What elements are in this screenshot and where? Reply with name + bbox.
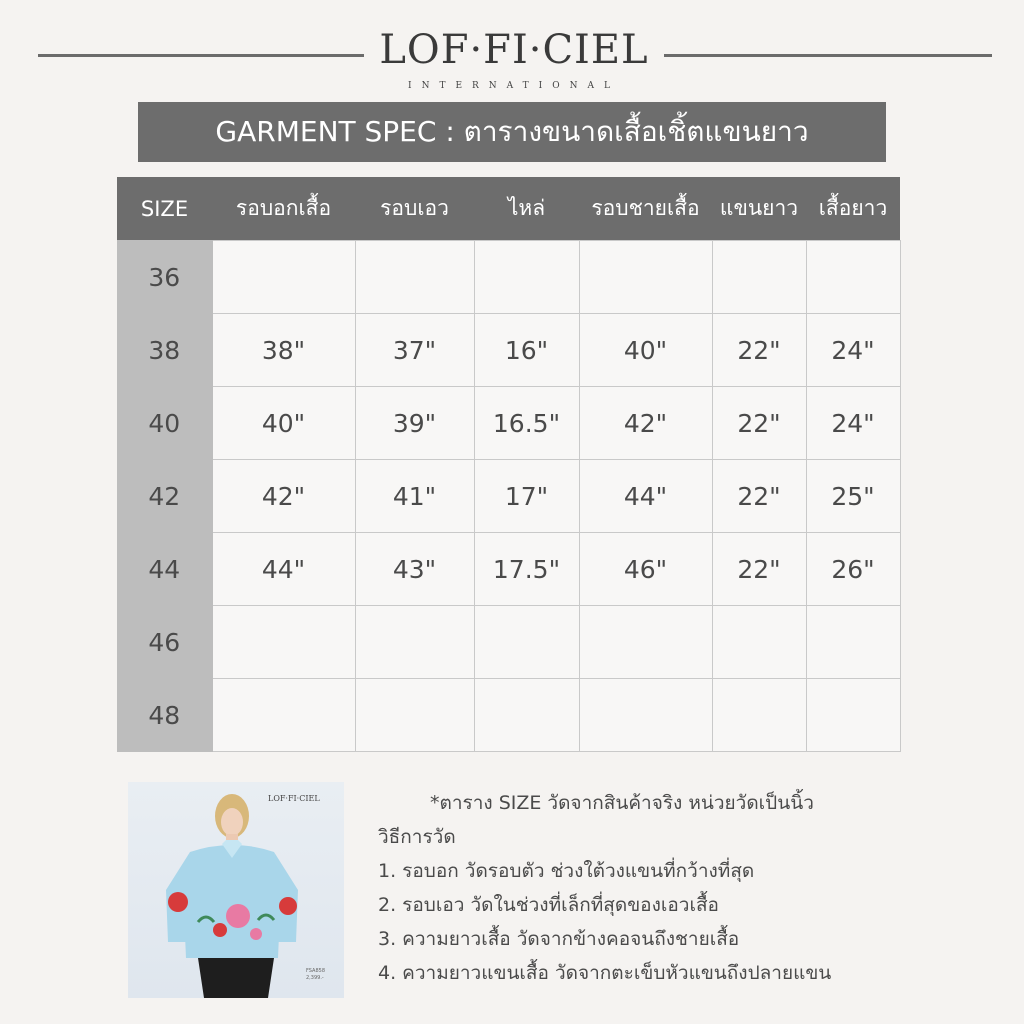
table-cell: 22" (712, 533, 806, 606)
table-cell: 43" (355, 533, 474, 606)
table-cell: 16" (474, 314, 579, 387)
measurement-notes (378, 786, 898, 990)
table-cell: 22" (712, 387, 806, 460)
table-cell (212, 606, 355, 679)
model-illustration (128, 782, 344, 998)
table-cell (806, 606, 900, 679)
method-step: 3. ความยาวเสื้อ วัดจากข้างคอจนถึงชายเสื้อ (378, 928, 740, 950)
size-cell: 44 (117, 533, 212, 606)
brand-logo: LOF·FI·CIEL (379, 27, 649, 73)
method-step: 2. รอบเอว วัดในช่วงที่เล็กที่สุดของเอวเสื้อ (378, 894, 719, 916)
table-cell: 22" (712, 460, 806, 533)
table-cell: 37" (355, 314, 474, 387)
table-cell (579, 241, 712, 314)
table-cell (212, 241, 355, 314)
photo-product-code (306, 968, 325, 982)
table-cell (355, 679, 474, 752)
table-cell: 24" (806, 314, 900, 387)
size-cell: 40 (117, 387, 212, 460)
table-cell: 25" (806, 460, 900, 533)
table-cell: 44" (212, 533, 355, 606)
method-title: วิธีการวัด (378, 826, 456, 848)
product-code: FSA858 (306, 968, 326, 974)
method-step: 1. รอบอก วัดรอบตัว ช่วงใต้วงแขนที่กว้างที่สุด (378, 860, 755, 882)
table-cell: 40" (579, 314, 712, 387)
table-cell: 38" (212, 314, 355, 387)
table-cell (579, 679, 712, 752)
column-header: รอบชายเสื้อ (579, 177, 712, 241)
table-cell (474, 606, 579, 679)
table-row (117, 241, 900, 314)
table-cell: 39" (355, 387, 474, 460)
table-cell (579, 606, 712, 679)
product-price: 2,399.- (306, 975, 324, 981)
table-row (117, 387, 900, 460)
size-disclaimer: *ตาราง SIZE วัดจากสินค้าจริง หน่วยวัดเป็นนิ้ว (430, 792, 814, 814)
column-header: ไหล่ (474, 177, 579, 241)
size-spec-table (117, 177, 901, 752)
table-cell (712, 241, 806, 314)
header-rule-right (664, 54, 992, 57)
table-cell: 42" (579, 387, 712, 460)
photo-brand-logo: LOF·FI·CIEL (268, 794, 320, 803)
column-header: รอบเอว (355, 177, 474, 241)
table-cell: 46" (579, 533, 712, 606)
table-cell: 26" (806, 533, 900, 606)
table-cell: 17.5" (474, 533, 579, 606)
table-cell (712, 606, 806, 679)
size-cell: 48 (117, 679, 212, 752)
size-cell: 46 (117, 606, 212, 679)
column-header: เสื้อยาว (806, 177, 900, 241)
table-cell (806, 679, 900, 752)
table-cell: 22" (712, 314, 806, 387)
brand-subtitle: INTERNATIONAL (408, 81, 620, 91)
size-cell: 38 (117, 314, 212, 387)
header-rule-left (38, 54, 364, 57)
table-header-row (117, 177, 900, 241)
table-cell (712, 679, 806, 752)
table-row (117, 460, 900, 533)
table-cell (355, 606, 474, 679)
size-cell: 36 (117, 241, 212, 314)
table-row (117, 679, 900, 752)
table-cell (355, 241, 474, 314)
table-cell: 40" (212, 387, 355, 460)
product-photo (128, 782, 344, 998)
column-header: รอบอกเสื้อ (212, 177, 355, 241)
table-cell: 24" (806, 387, 900, 460)
table-row (117, 606, 900, 679)
table-cell (474, 241, 579, 314)
column-header: SIZE (117, 177, 212, 241)
column-header: แขนยาว (712, 177, 806, 241)
table-row (117, 314, 900, 387)
table-cell: 44" (579, 460, 712, 533)
table-cell (806, 241, 900, 314)
table-row (117, 533, 900, 606)
table-cell: 17" (474, 460, 579, 533)
table-cell: 42" (212, 460, 355, 533)
table-cell: 16.5" (474, 387, 579, 460)
table-cell (474, 679, 579, 752)
method-step: 4. ความยาวแขนเสื้อ วัดจากตะเข็บหัวแขนถึงปลายแขน (378, 962, 832, 984)
size-cell: 42 (117, 460, 212, 533)
table-cell: 41" (355, 460, 474, 533)
table-cell (212, 679, 355, 752)
page-title: GARMENT SPEC : ตารางขนาดเสื้อเชิ้ตแขนยาว (138, 102, 886, 162)
